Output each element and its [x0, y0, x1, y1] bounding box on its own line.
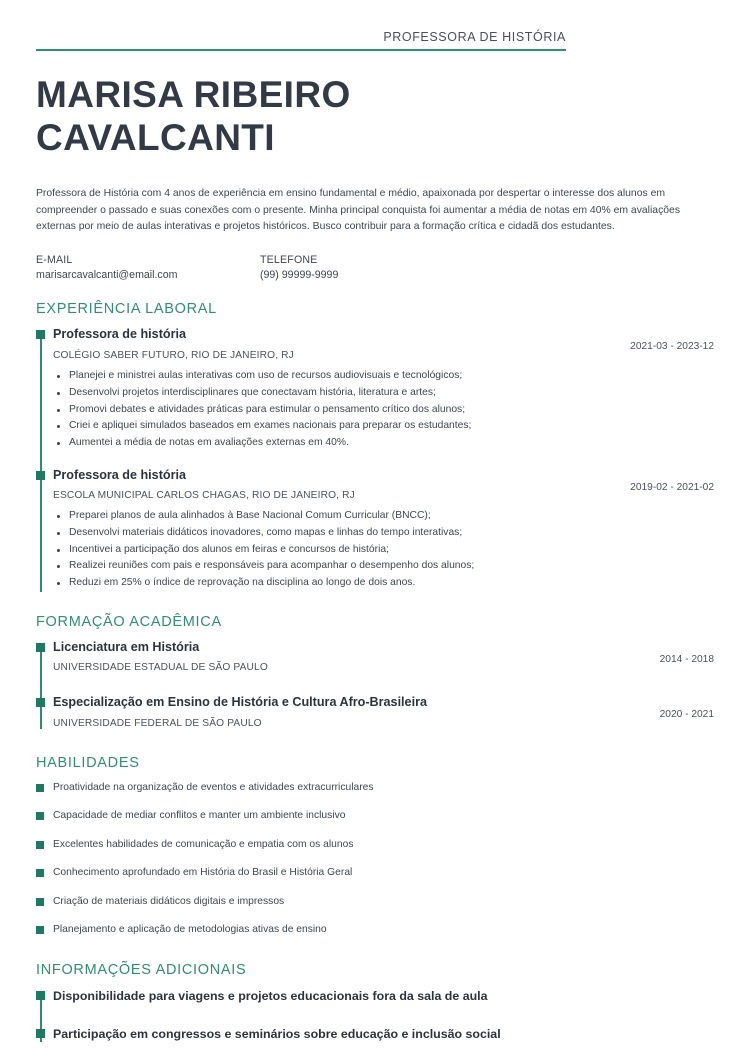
- experience-entry-header: [53, 327, 714, 361]
- email-value[interactable]: marisarcavalcanti@email.com: [36, 269, 178, 282]
- additional-item: Disponibilidade para viagens e projetos educacionais fora da sala de aula: [53, 988, 714, 1004]
- contact-email: [36, 254, 260, 281]
- education-dates: 2014 - 2018: [659, 653, 714, 665]
- list-item: Capacidade de mediar conflitos e manter um ambiente inclusivo: [36, 809, 714, 823]
- name-line-2: CAVALCANTI: [36, 117, 275, 159]
- list-item: Planejei e ministrei aulas interativas com uso de recursos audiovisuais e tecnológicos;: [53, 368, 714, 385]
- list-item: Preparei planos de aula alinhados à Base Nacional Comum Curricular (BNCC);: [53, 508, 714, 525]
- experience-bullets: [53, 508, 714, 591]
- additional-timeline: [36, 988, 714, 1042]
- list-item: Incentivei a participação dos alunos em feiras e concursos de história;: [53, 542, 714, 559]
- list-item: Proatividade na organização de eventos e atividades extracurriculares: [36, 781, 714, 795]
- experience-entry-main: [53, 327, 610, 361]
- section-skills: [36, 755, 714, 937]
- list-item: Promovi debates e atividades práticas para estimular o pensamento crítico dos alunos;: [53, 402, 714, 419]
- education-entry: [53, 640, 714, 674]
- contact-details: [36, 254, 714, 281]
- section-education: [36, 614, 714, 729]
- list-item: Aumentei a média de notas em avaliações externas em 40%.: [53, 435, 714, 452]
- header-tagline: PROFESSORA DE HISTÓRIA: [383, 30, 566, 44]
- additional-item: Participação em congressos e seminários sobre educação e inclusão social: [53, 1026, 714, 1042]
- experience-entry-main: [53, 468, 610, 502]
- education-institution: UNIVERSIDADE ESTADUAL DE SÃO PAULO: [53, 662, 268, 674]
- experience-organization: COLÉGIO SABER FUTURO, RIO DE JANEIRO, RJ: [53, 350, 294, 362]
- list-item: Reduzi em 25% o índice de reprovação na disciplina ao longo de dois anos.: [53, 575, 714, 592]
- list-item: Realizei reuniões com pais e responsáveis para acompanhar o desempenho dos alunos;: [53, 558, 714, 575]
- education-entry-header: [53, 640, 714, 674]
- list-item: Criei e apliquei simulados baseados em exames nacionais para preparar os estudantes;: [53, 418, 714, 435]
- education-degree: Especialização em Ensino de História e Cultura Afro-Brasileira: [53, 695, 427, 710]
- list-item: Excelentes habilidades de comunicação e empatia com os alunos: [36, 838, 714, 852]
- education-entry-main: [53, 695, 610, 729]
- phone-value[interactable]: (99) 99999-9999: [260, 269, 339, 282]
- section-title-experience: EXPERIÊNCIA LABORAL: [36, 301, 217, 318]
- name-line-1: MARISA RIBEIRO: [36, 74, 351, 115]
- experience-organization: ESCOLA MUNICIPAL CARLOS CHAGAS, RIO DE JANEIRO, RJ: [53, 490, 355, 502]
- experience-entry-header: [53, 468, 714, 502]
- education-institution: UNIVERSIDADE FEDERAL DE SÃO PAULO: [53, 718, 262, 730]
- section-additional-information: [36, 962, 714, 1042]
- education-timeline: [36, 640, 714, 729]
- page-title: [36, 73, 466, 160]
- education-entry: [53, 695, 714, 729]
- phone-label: TELEFONE: [260, 254, 318, 267]
- experience-role: Professora de história: [53, 327, 186, 342]
- experience-entry: [53, 327, 714, 451]
- list-item: Criação de materiais didáticos digitais e impressos: [36, 895, 714, 909]
- education-entry-main: [53, 640, 610, 674]
- list-item: Desenvolvi materiais didáticos inovadores, como mapas e linhas do tempo interativas;: [53, 525, 714, 542]
- section-experience: [36, 301, 714, 591]
- email-label: E-MAIL: [36, 254, 73, 267]
- education-dates: 2020 - 2021: [659, 709, 714, 721]
- section-title-additional: INFORMAÇÕES ADICIONAIS: [36, 961, 247, 978]
- education-entry-header: [53, 695, 714, 729]
- experience-dates: 2021-03 - 2023-12: [630, 341, 714, 353]
- experience-bullets: [53, 368, 714, 451]
- skills-list: [36, 781, 714, 937]
- contact-phone: [260, 254, 484, 281]
- education-degree: Licenciatura em História: [53, 639, 200, 654]
- section-title-education: FORMAÇÃO ACADÊMICA: [36, 613, 222, 630]
- experience-dates: 2019-02 - 2021-02: [630, 481, 714, 493]
- list-item: Conhecimento aprofundado em História do Brasil e História Geral: [36, 866, 714, 880]
- list-item: Planejamento e aplicação de metodologias ativas de ensino: [36, 923, 714, 937]
- experience-entry: [53, 468, 714, 592]
- list-item: Desenvolvi projetos interdisciplinares que conectavam história, literatura e artes;: [53, 385, 714, 402]
- resume-header: [36, 0, 714, 160]
- experience-timeline: [36, 327, 714, 591]
- professional-summary: Professora de História com 4 anos de experiência em ensino fundamental e médio, apaixonada por despertar o interesse dos alunos em compreender o passado e suas conexões com o presente. Minha principal conquista foi aumentar a média de notas em 40% em avaliações externas por meio de aulas interativas e projetos históricos. Busco contribuir para a formação crítica e cidadã dos estudantes.: [36, 187, 681, 233]
- header-accent-rule: [36, 49, 566, 51]
- section-title-skills: HABILIDADES: [36, 755, 140, 772]
- experience-role: Professora de história: [53, 467, 186, 482]
